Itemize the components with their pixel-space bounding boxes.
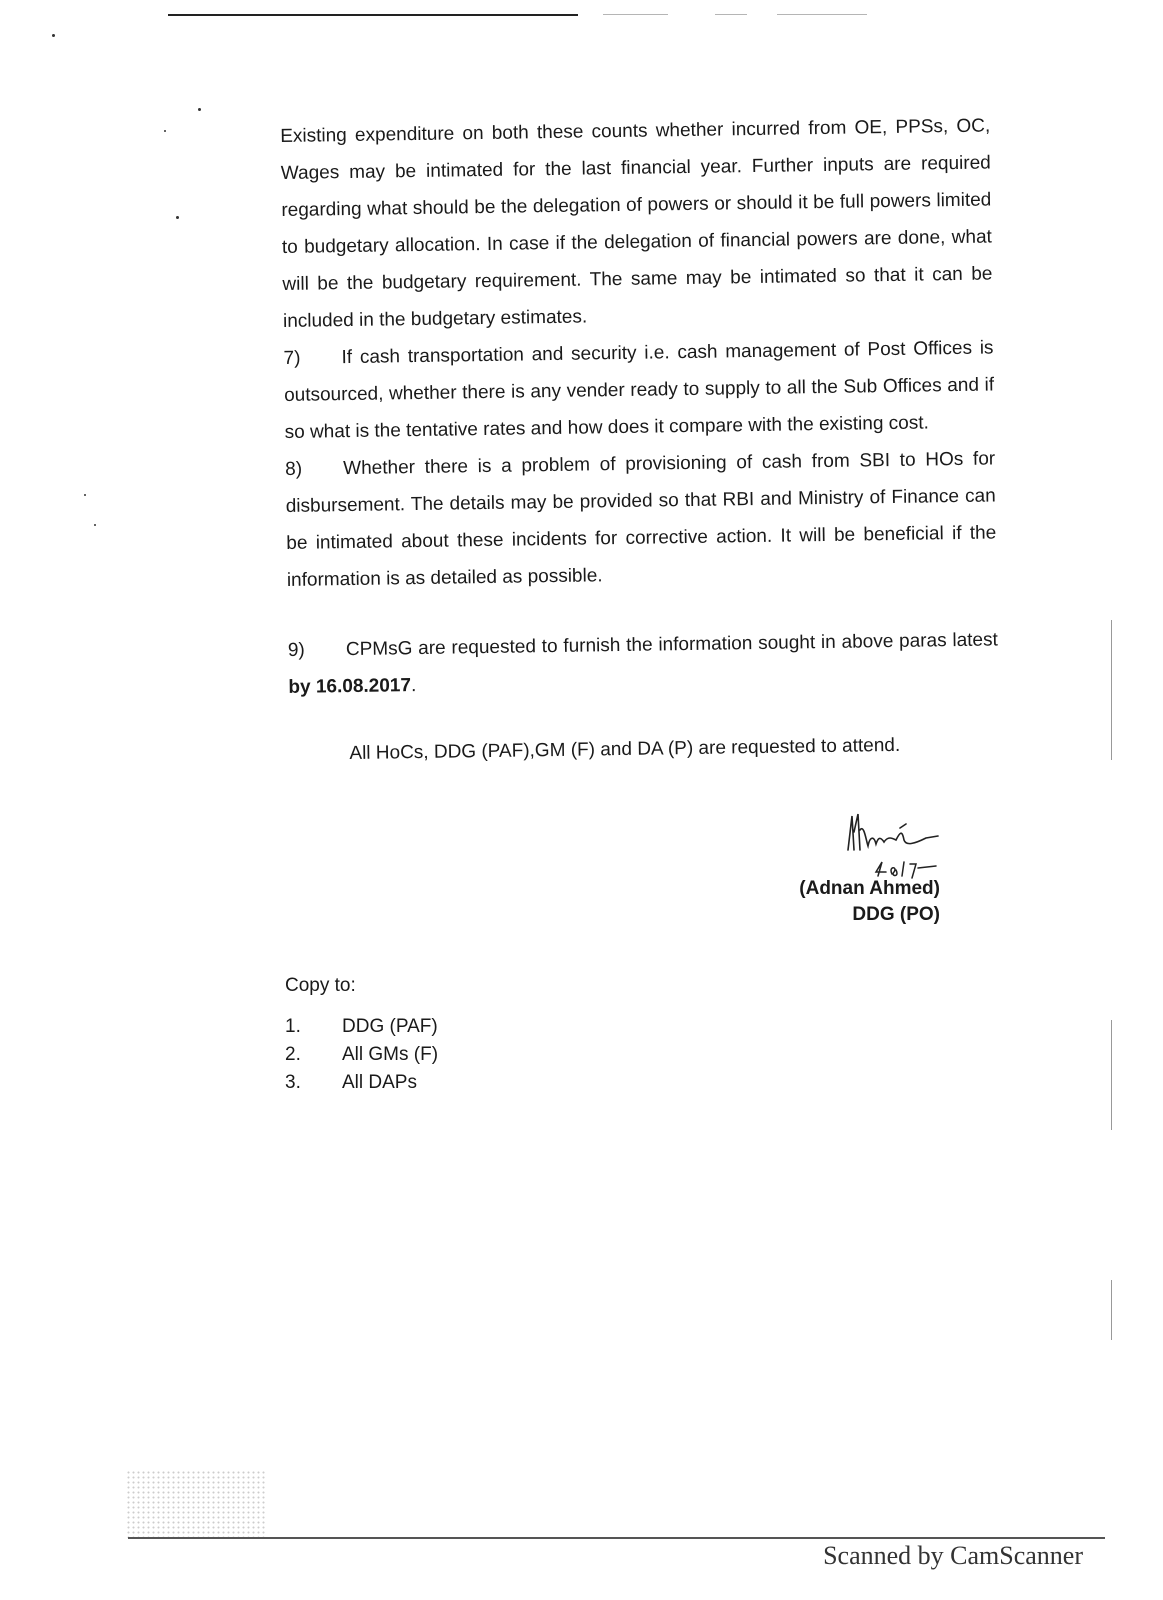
paragraph-number: 7) [283, 347, 301, 369]
paragraph-text-end: . [410, 675, 417, 697]
paragraph-7 [283, 329, 995, 451]
top-scan-rule-faint [603, 14, 668, 15]
list-item-number: 1. [285, 1016, 301, 1037]
scan-speck [94, 524, 96, 526]
scan-speck [198, 108, 201, 111]
right-scan-edge [1111, 1280, 1112, 1340]
scan-speck [176, 216, 179, 219]
list-item [285, 1041, 685, 1069]
copy-to-title: Copy to: [285, 975, 356, 996]
paragraph-9 [288, 621, 999, 706]
scan-speck [84, 494, 86, 496]
handwritten-signature [840, 810, 950, 882]
copy-to-section [285, 975, 685, 1097]
list-item [285, 1069, 685, 1097]
scan-speck [164, 130, 166, 132]
scan-noise [126, 1470, 266, 1538]
signatory-designation: DDG (PO) [852, 904, 940, 925]
list-item-text: DDG (PAF) [342, 1016, 438, 1037]
list-item-text: All GMs (F) [342, 1044, 439, 1065]
letter-body [280, 107, 1000, 765]
paragraph-text: Whether there is a problem of provisioning of cash from SBI to HOs for disbursement. The details may be provided so that RBI and Ministry of Finance can be intimated about these incidents for corrective action. It will be beneficial if the information is as detailed as possible. [285, 448, 997, 591]
list-item-text: All DAPs [342, 1072, 417, 1093]
paragraph-text: If cash transportation and security i.e. cash management of Post Offices is outsourced, whether there is any vender ready to supply to all the Sub Offices and if so what is the tentative rates and how does it compare with the existing cost. [283, 337, 995, 443]
top-scan-rule-faint [777, 14, 867, 15]
paragraph-number: 8) [285, 458, 303, 480]
scanner-watermark: Scanned by CamScanner [823, 1541, 1083, 1570]
deadline-date: by 16.08.2017 [288, 675, 412, 698]
intro-paragraph: Existing expenditure on both these counts whether incurred from OE, PPSs, OC, Wages may be intimated for the last financial year. Further inputs are required regarding what should be the delegation of powers or should it be full powers limited to budgetary allocation. In case if the delegation of financial powers are done, what will be the budgetary requirement. The same may be intimated so that it can be included in the budgetary estimates. [280, 115, 993, 332]
right-scan-edge [1111, 1020, 1112, 1130]
paragraph-number: 9) [287, 639, 305, 661]
signature-block [790, 810, 960, 930]
list-item-number: 3. [285, 1072, 301, 1093]
scan-speck [52, 34, 55, 37]
list-item-number: 2. [285, 1044, 301, 1065]
copy-to-list [285, 1013, 685, 1097]
top-scan-rule [168, 14, 578, 16]
paragraph-8 [285, 440, 997, 599]
right-scan-edge [1111, 620, 1112, 760]
bottom-scan-rule [128, 1537, 1105, 1539]
signatory-name: (Adnan Ahmed) [799, 878, 940, 899]
attendance-line: All HoCs, DDG (PAF),GM (F) and DA (P) are requested to attend. [349, 734, 901, 765]
top-scan-rule-faint [715, 14, 747, 15]
list-item [285, 1013, 685, 1041]
paragraph-text: CPMsG are requested to furnish the information sought in above paras latest [345, 629, 998, 661]
